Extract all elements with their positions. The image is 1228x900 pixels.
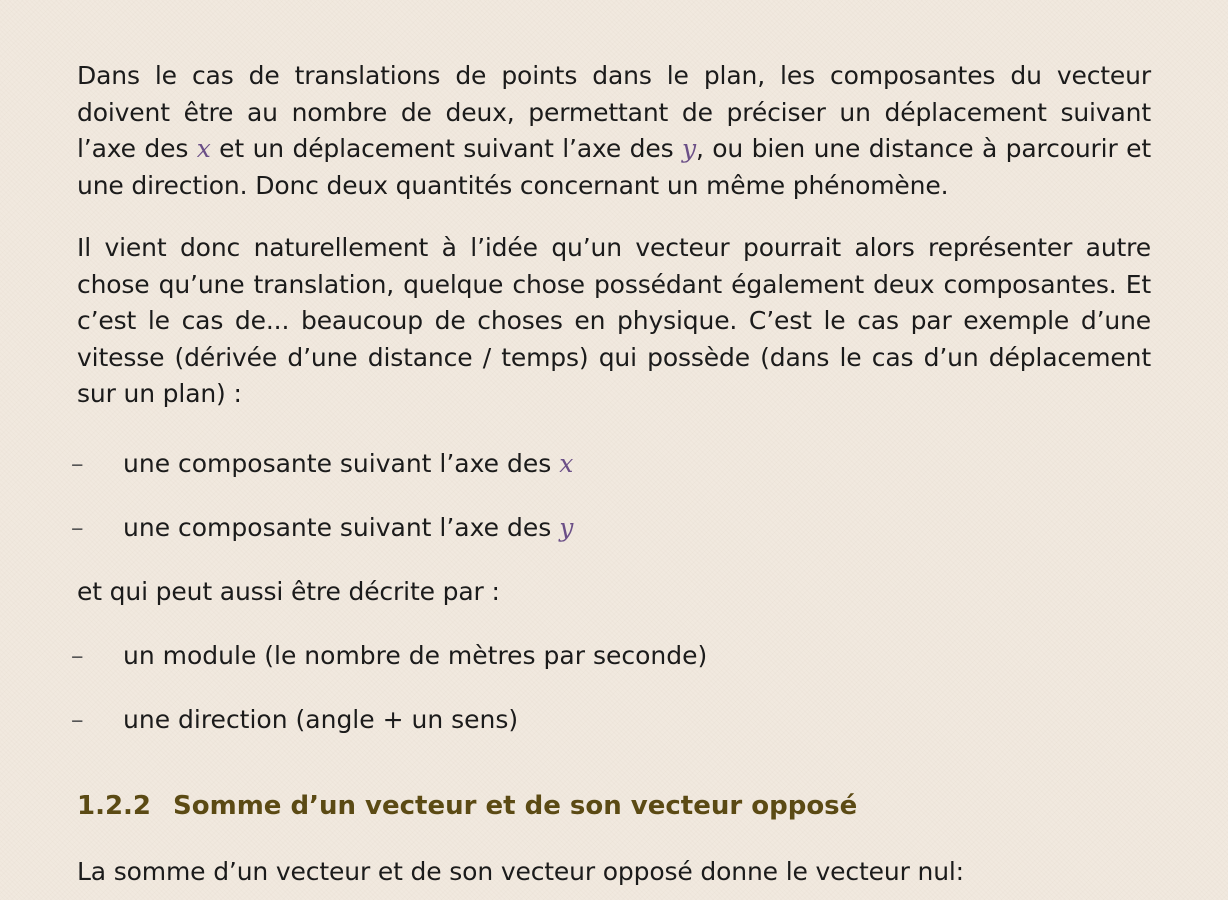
list-item [71,702,1151,738]
section-number: 1.2.2 [77,791,152,821]
paragraph-text: , ou bien une distance à parcourir et une direction. Donc deux quantités concernant un même phénomène. [77,134,1151,200]
math-variable-y: y [681,134,696,163]
dash-bullet-icon: – [71,641,84,670]
description-list [71,638,1151,738]
dash-bullet-icon: – [71,448,84,478]
list-item-text: une composante suivant l’axe des [123,512,560,542]
component-list [71,446,1151,546]
list-item [71,446,1151,482]
list-item [71,510,1151,546]
dash-bullet-icon: – [71,705,84,734]
paragraph-sum-opposite: La somme d’un vecteur et de son vecteur opposé donne le vecteur nul: [77,857,964,886]
document-page [71,58,1151,891]
math-variable-x: x [196,134,211,163]
list-item-text: un module (le nombre de mètres par seconde) [123,641,708,670]
list-item-text: une composante suivant l’axe des [123,448,560,478]
list-item [71,638,1151,674]
math-variable-y: y [559,512,574,542]
paragraph-velocity: Il vient donc naturellement à l’idée qu’un vecteur pourrait alors représenter autre chose qu’une translation, quelque chose possédant également deux composantes. Et c’est le cas de... beaucoup de choses en physique. C’est le cas par exemple d’une vitesse (dérivée d’une distance / temps) qui possède (dans le cas d’un déplacement sur un plan) : [77,233,1151,408]
paragraph-translations [77,58,1151,204]
section-title: Somme d’un vecteur et de son vecteur opposé [173,791,858,821]
section-heading [77,788,1151,824]
math-variable-x: x [559,448,574,478]
list-item-text: une direction (angle + un sens) [123,705,519,734]
paragraph-text: et un déplacement suivant l’axe des [210,134,682,163]
paragraph-described-by: et qui peut aussi être décrite par : [77,576,500,606]
dash-bullet-icon: – [71,512,84,542]
paragraph-text: Dans le cas de translations de points dans le plan, les composantes du vecteur doivent être au nombre de deux, permettant de préciser un déplacement suivant l’axe des [77,61,1151,163]
